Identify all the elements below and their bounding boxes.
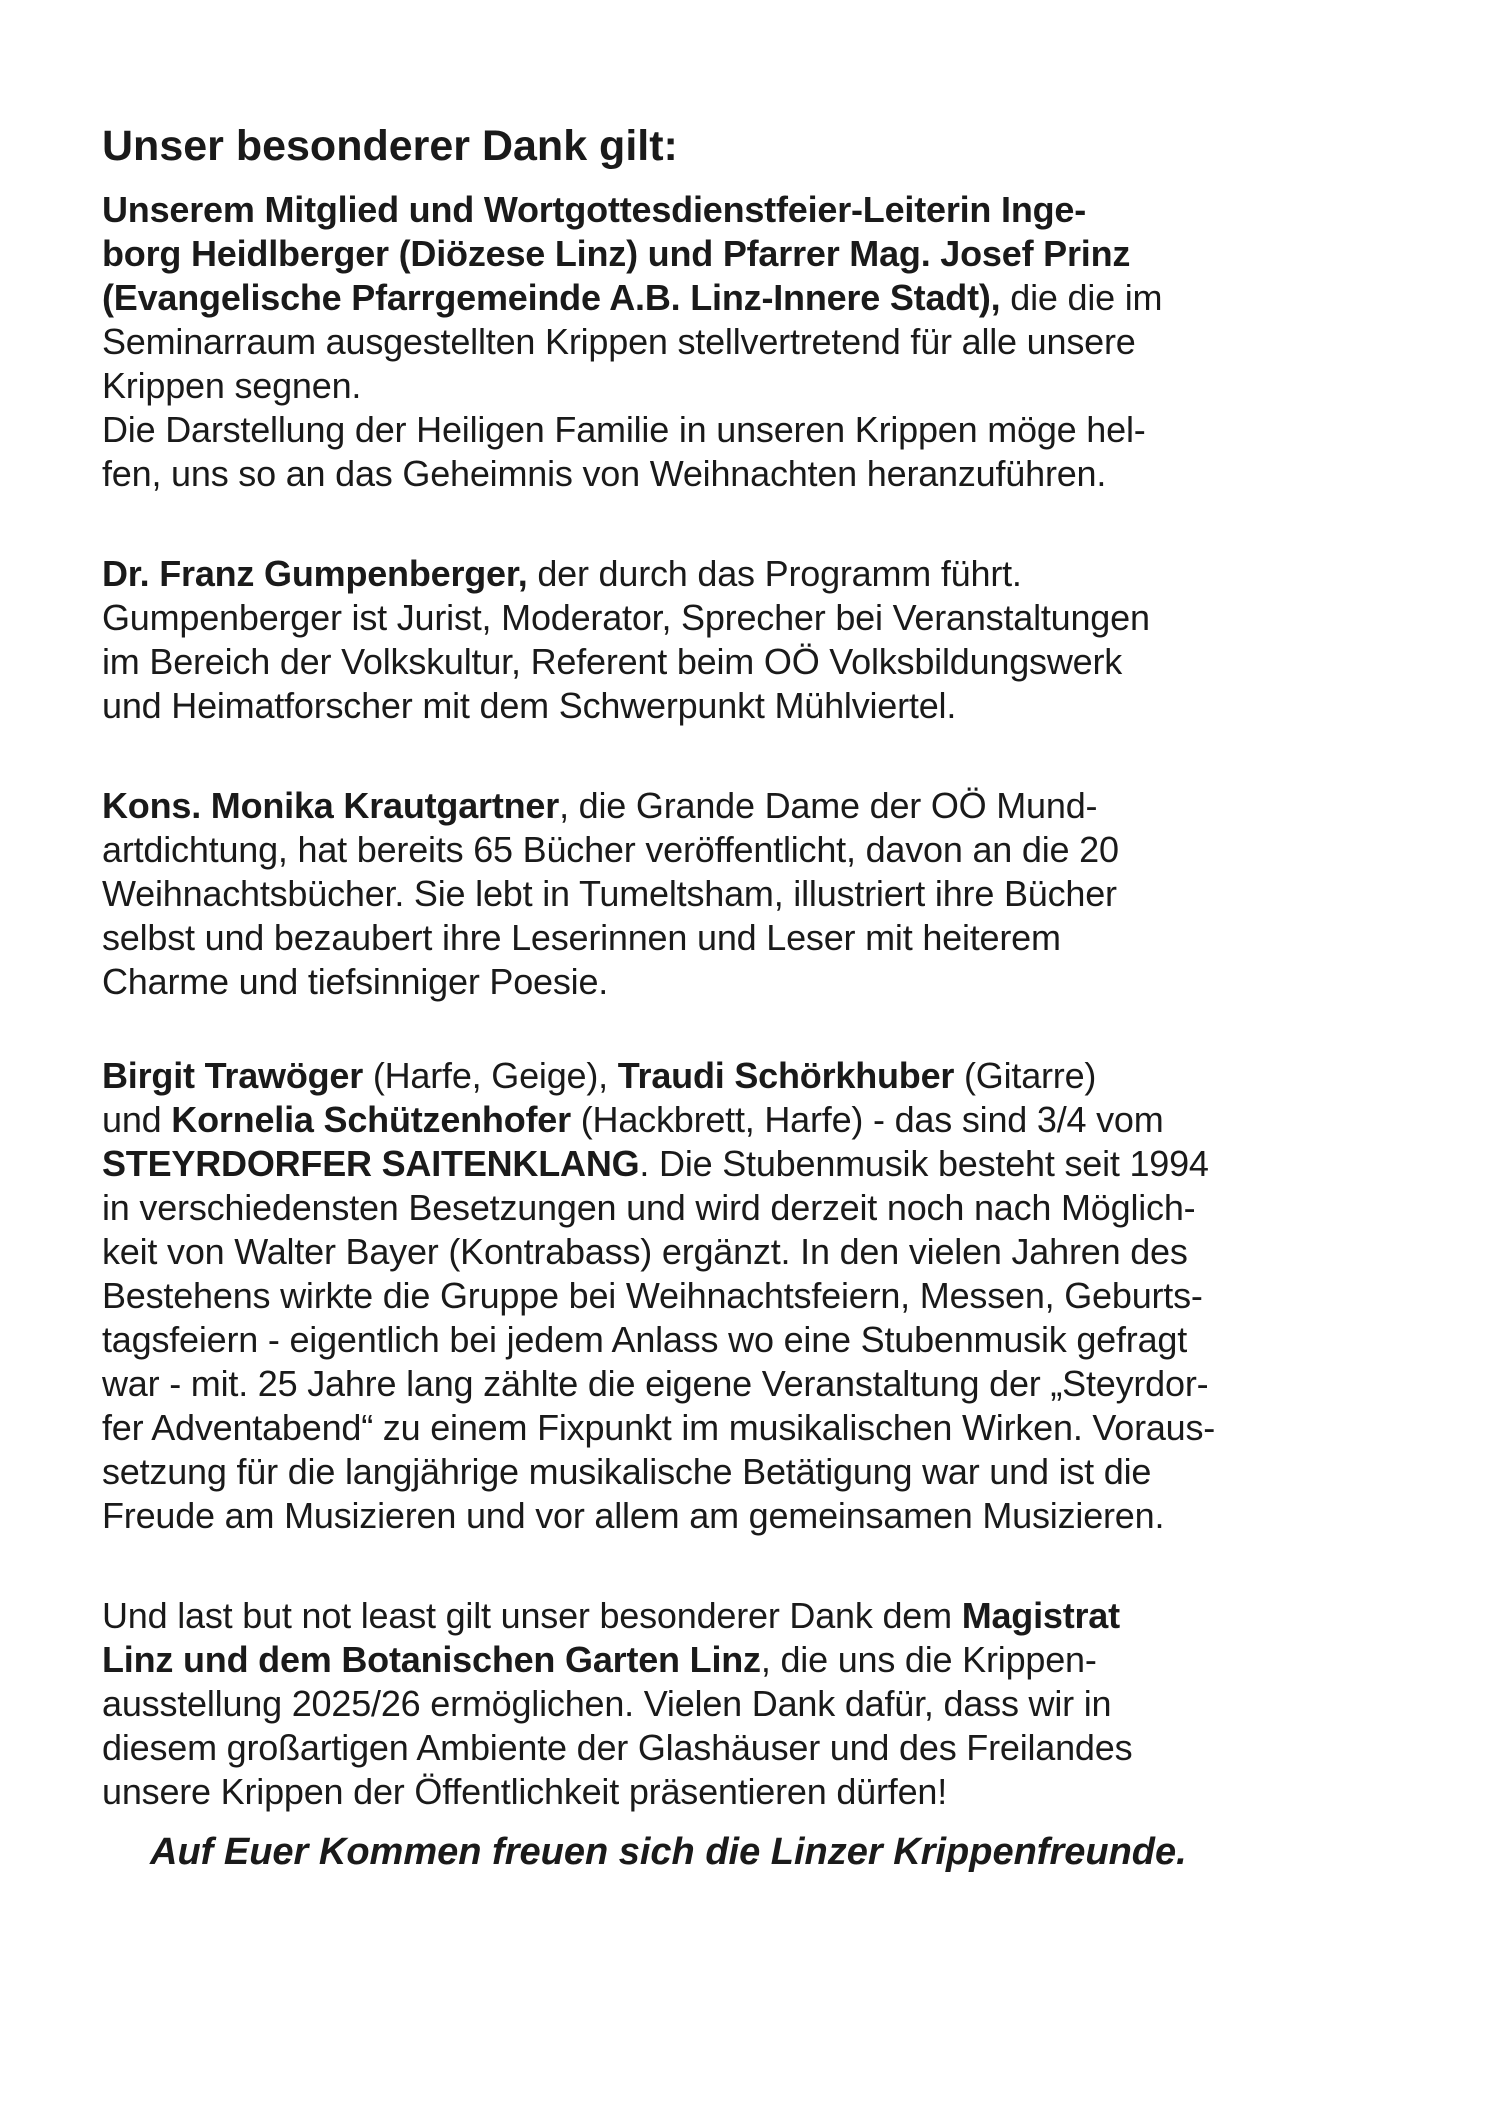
text-line: in verschiedensten Besetzungen und wird derzeit noch nach Möglich- [102, 1187, 1196, 1228]
text-line: im Bereich der Volkskultur, Referent beim OÖ Volksbildungswerk [102, 641, 1123, 682]
text-line: Krippen segnen. [102, 365, 362, 406]
text: (Harfe, Geige), [363, 1055, 618, 1096]
text-line: diesem großartigen Ambiente der Glashäuser und des Freilandes [102, 1727, 1133, 1768]
text-line: selbst und bezaubert ihre Leserinnen und Leser mit heiterem [102, 917, 1061, 958]
text-line: fen, uns so an das Geheimnis von Weihnachten heranzuführen. [102, 453, 1107, 494]
spacer [102, 1538, 1402, 1594]
text-line [102, 232, 1402, 276]
text-line: fer Adventabend“ zu einem Fixpunkt im musikalischen Wirken. Voraus- [102, 1407, 1216, 1448]
bold-text: Magistrat [961, 1595, 1120, 1636]
text-line [102, 276, 1402, 320]
text-line [102, 1142, 1402, 1186]
bold-text: Kornelia Schützenhofer [171, 1099, 571, 1140]
paragraph-blessing [102, 188, 1402, 496]
text-line [102, 1594, 1402, 1638]
text-line: Bestehens wirkte die Gruppe bei Weihnachtsfeiern, Messen, Geburts- [102, 1275, 1203, 1316]
bold-text: STEYRDORFER SAITENKLANG [102, 1143, 640, 1184]
closing-line: Auf Euer Kommen freuen sich die Linzer Krippenfreunde. [150, 1831, 1187, 1873]
paragraph-author [102, 784, 1402, 1004]
bold-text: Unserem Mitglied und Wortgottesdienstfeier-Leiterin Inge- [102, 189, 1087, 230]
text-line: Charme und tiefsinniger Poesie. [102, 961, 609, 1002]
bold-text: borg Heidlberger (Diözese Linz) und Pfarrer Mag. Josef Prinz [102, 233, 1131, 274]
text: . Die Stubenmusik besteht seit 1994 [639, 1143, 1209, 1184]
text-line [102, 1098, 1402, 1142]
text: (Gitarre) [954, 1055, 1097, 1096]
text-line: Weihnachtsbücher. Sie lebt in Tumeltsham, illustriert ihre Bücher [102, 873, 1117, 914]
text-line [102, 552, 1402, 596]
paragraph-moderator [102, 552, 1402, 728]
text-line: war - mit. 25 Jahre lang zählte die eigene Veranstaltung der „Steyrdor- [102, 1363, 1209, 1404]
text-line: artdichtung, hat bereits 65 Bücher veröffentlicht, davon an die 20 [102, 829, 1119, 870]
text-line: keit von Walter Bayer (Kontrabass) ergänzt. In den vielen Jahren des [102, 1231, 1188, 1272]
text: Und last but not least gilt unser besonderer Dank dem [102, 1595, 962, 1636]
document-page [102, 118, 1402, 1876]
spacer [102, 1004, 1402, 1054]
text-line [102, 784, 1402, 828]
text-line: Die Darstellung der Heiligen Familie in unseren Krippen möge hel- [102, 409, 1146, 450]
text: (Hackbrett, Harfe) - das sind 3/4 vom [570, 1099, 1164, 1140]
text-line: und Heimatforscher mit dem Schwerpunkt Mühlviertel. [102, 685, 957, 726]
text-line: unsere Krippen der Öffentlichkeit präsentieren dürfen! [102, 1771, 948, 1812]
bold-text: (Evangelische Pfarrgemeinde A.B. Linz-Innere Stadt), [102, 277, 1001, 318]
bold-text: Birgit Trawöger [102, 1055, 364, 1096]
text: die die im [1000, 277, 1163, 318]
text-line: Gumpenberger ist Jurist, Moderator, Sprecher bei Veranstaltungen [102, 597, 1150, 638]
bold-text: Linz und dem Botanischen Garten Linz [102, 1639, 761, 1680]
paragraph-thanks [102, 1594, 1402, 1814]
paragraph-music [102, 1054, 1402, 1538]
text-line: Freude am Musizieren und vor allem am gemeinsamen Musizieren. [102, 1495, 1165, 1536]
text-line: tagsfeiern - eigentlich bei jedem Anlass wo eine Stubenmusik gefragt [102, 1319, 1188, 1360]
bold-text: Dr. Franz Gumpenberger, [102, 553, 528, 594]
text-line [102, 1054, 1402, 1098]
text: , die uns die Krippen- [760, 1639, 1097, 1680]
spacer [102, 496, 1402, 552]
text: und [102, 1099, 172, 1140]
text-line: ausstellung 2025/26 ermöglichen. Vielen Dank dafür, dass wir in [102, 1683, 1112, 1724]
text: , die Grande Dame der OÖ Mund- [559, 785, 1098, 826]
page-heading: Unser besonderer Dank gilt: [102, 122, 678, 170]
bold-text: Kons. Monika Krautgartner [102, 785, 560, 826]
bold-text: Traudi Schörkhuber [617, 1055, 955, 1096]
text-line [102, 1638, 1402, 1682]
text: der durch das Programm führt. [527, 553, 1022, 594]
text-line [102, 188, 1402, 232]
text-line: setzung für die langjährige musikalische Betätigung war und ist die [102, 1451, 1152, 1492]
spacer [102, 728, 1402, 784]
text-line: Seminarraum ausgestellten Krippen stellvertretend für alle unsere [102, 321, 1136, 362]
